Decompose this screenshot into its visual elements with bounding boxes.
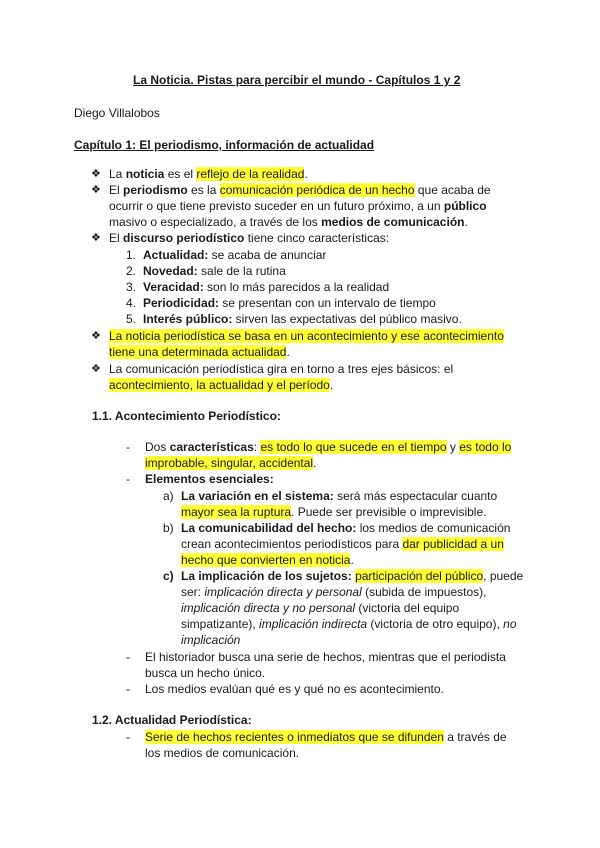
bullet-icon: ❖ [91,168,101,180]
bullet-icon: ❖ [91,184,101,196]
implicacion-line2: ser: implicación directa y personal (subida de impuestos), [181,585,487,599]
implicacion-line3: implicación directa y no personal (victoria del equipo [181,601,460,615]
author-name: Diego Villalobos [74,106,160,120]
bullet-icon: ❖ [91,232,101,244]
chapter-heading: Capítulo 1: El periodismo, información de actualidad [74,138,375,152]
alpha-marker: a) [163,489,174,503]
dash-marker: - [126,472,130,486]
comunicabilidad-line3: hecho que convierten en noticia. [181,553,354,567]
actualidad-line1: Serie de hechos recientes o inmediatos que se difunden a través de [145,730,507,744]
list-number: 4. [126,296,137,310]
document-title: La Noticia. Pistas para percibir el mundo - Capítulos 1 y 2 [133,73,461,87]
list-number: 2. [126,264,137,278]
section-heading: 1.2. Actualidad Periodística: [92,713,252,727]
list-number: 3. [126,280,137,294]
list-item: Interés público: sirven las expectativas del público masivo. [143,312,462,326]
list-item: Periodicidad: se presentan con un intervalo de tiempo [143,296,436,310]
alpha-marker: c) [163,569,174,583]
actualidad-line2: los medios de comunicación. [145,746,300,760]
list-number: 5. [126,312,137,326]
dash-marker: - [126,682,130,696]
alpha-marker: b) [163,521,174,535]
bullet-periodismo-line2: ocurrir o que tiene previsto suceder en un futuro próximo, a un público [109,199,487,213]
implicacion-line4: simpatizante), implicación indirecta (victoria de otro equipo), no [181,617,517,631]
bullet-noticia: La noticia es el reflejo de la realidad. [109,167,308,181]
dash-marker: - [126,440,130,454]
comunicabilidad-line1: La comunicabilidad del hecho: los medios de comunicación [181,521,511,535]
dash-marker: - [126,650,130,664]
comunicabilidad-line2: crean acontecimientos periodísticos para dar publicidad a un [181,537,504,551]
list-item: Veracidad: son lo más parecidos a la realidad [143,280,390,294]
list-number: 1. [126,248,137,262]
caracteristicas-line1: Dos características: es todo lo que sucede en el tiempo y es todo lo [145,440,512,454]
implicacion-line5: implicación [181,633,241,647]
bullet-periodismo-line1: El periodismo es la comunicación periódica de un hecho que acaba de [109,183,491,197]
bullet-noticia-periodistica-line1: La noticia periodística se basa en un acontecimiento y ese acontecimiento [109,329,504,343]
caracteristicas-line2: improbable, singular, accidental. [145,456,317,470]
elementos-esenciales: Elementos esenciales: [145,472,274,486]
list-item: Novedad: sale de la rutina [143,264,286,278]
bullet-periodismo-line3: masivo o especializado, a través de los medios de comunicación. [109,215,468,229]
variacion-line2: mayor sea la ruptura. Puede ser previsible o imprevisible. [181,505,487,519]
medios-evaluan: Los medios evalúan qué es y qué no es acontecimiento. [145,682,444,696]
dash-marker: - [126,730,130,744]
bullet-comunicacion-line1: La comunicación periodística gira en torno a tres ejes básicos: el [109,362,454,376]
list-item: Actualidad: se acaba de anunciar [143,248,327,262]
variacion-line1: La variación en el sistema: será más espectacular cuanto [181,489,498,503]
implicacion-line1: La implicación de los sujetos: participación del público, puede [181,569,524,583]
bullet-icon: ❖ [91,330,101,342]
historiador-line1: El historiador busca una serie de hechos, mientras que el periodista [145,650,506,664]
bullet-comunicacion-line2: acontecimiento, la actualidad y el período. [109,378,334,392]
section-heading: 1.1. Acontecimiento Periodístico: [92,409,281,423]
bullet-noticia-periodistica-line2: tiene una determinada actualidad. [109,345,290,359]
historiador-line2: busca un hecho único. [145,666,266,680]
bullet-icon: ❖ [91,363,101,375]
bullet-discurso: El discurso periodístico tiene cinco características: [109,231,390,245]
